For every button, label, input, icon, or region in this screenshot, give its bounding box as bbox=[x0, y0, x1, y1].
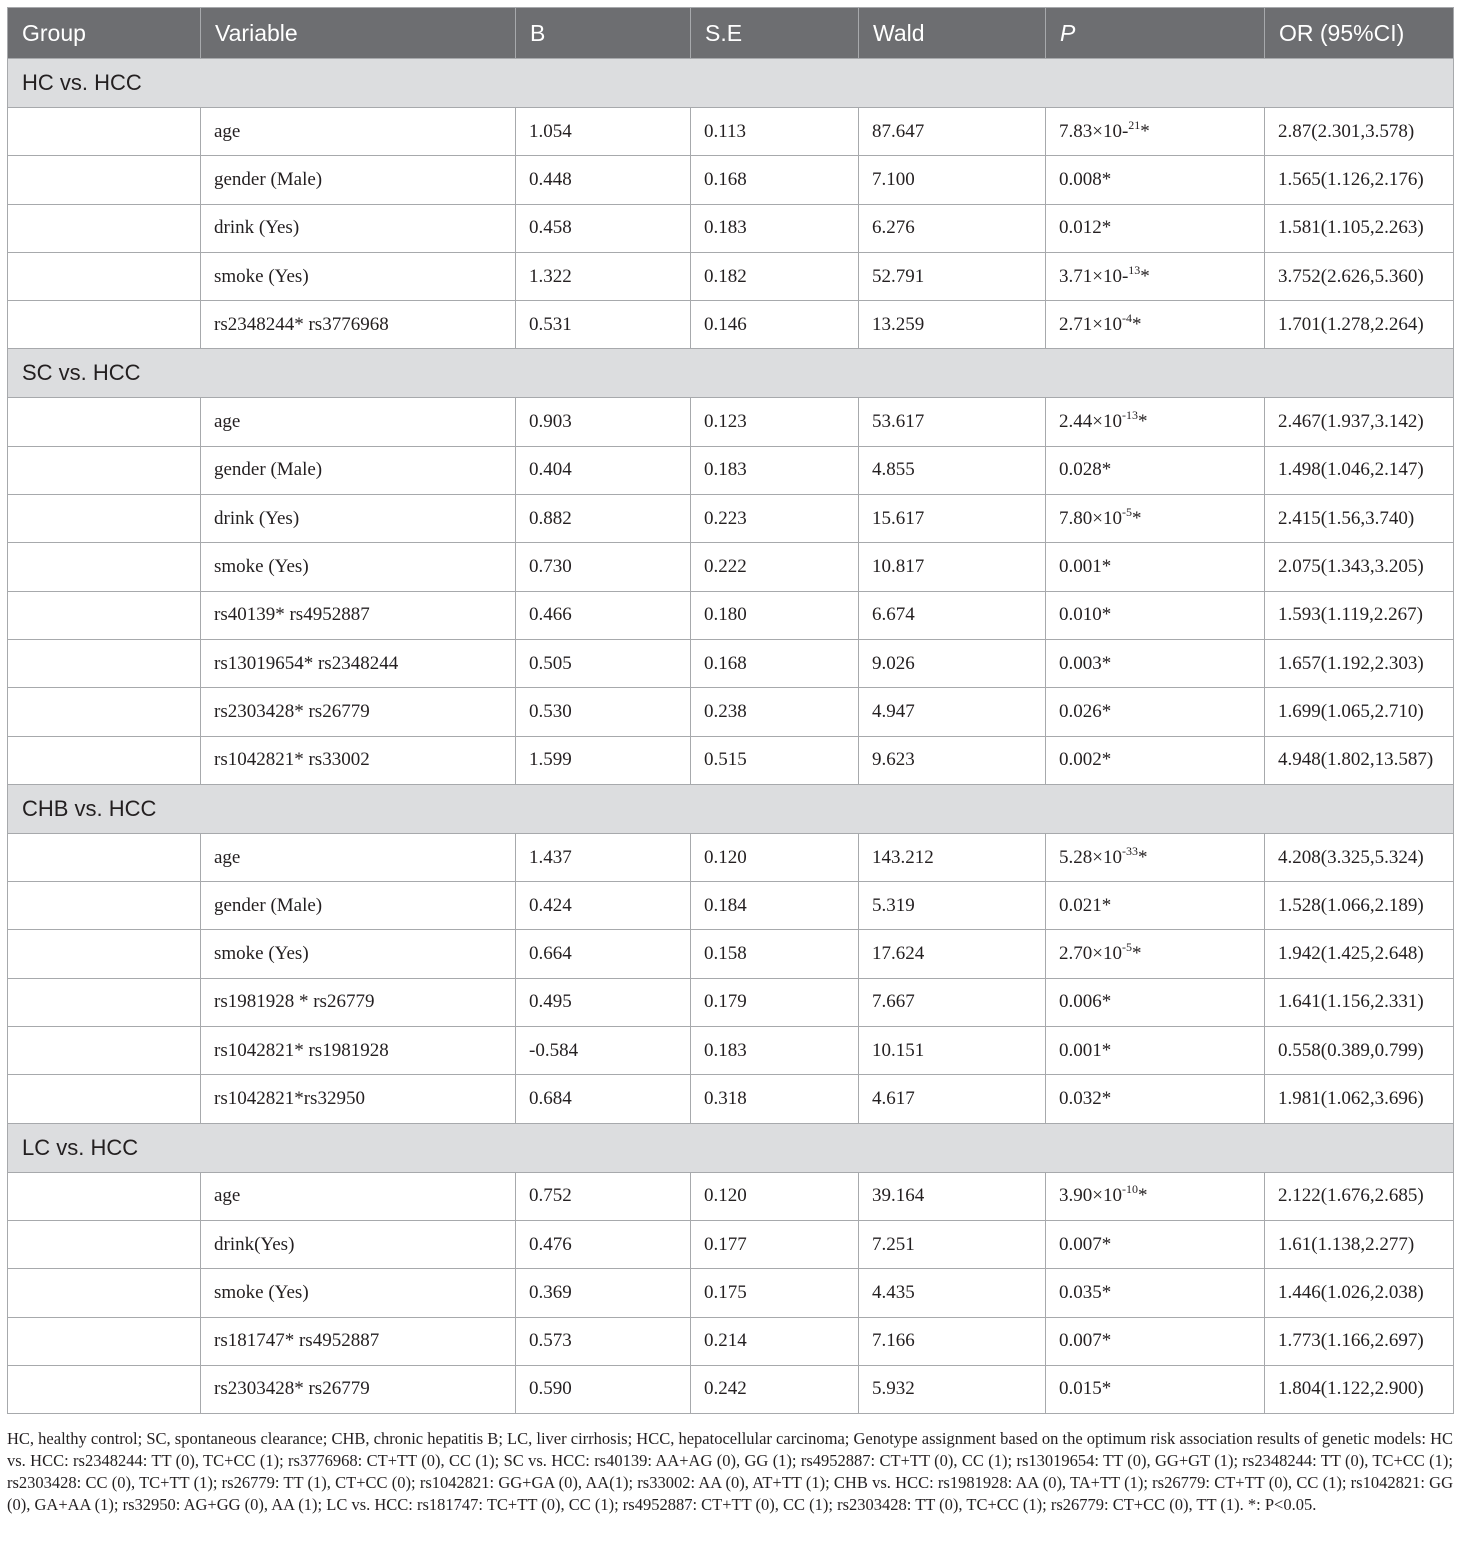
cell-variable: rs1042821*rs32950 bbox=[201, 1075, 516, 1123]
cell-wald: 53.617 bbox=[859, 398, 1046, 446]
p-value-base: 0.035* bbox=[1059, 1281, 1112, 1303]
p-value-significance-mark: * bbox=[1140, 120, 1150, 142]
cell-b: 0.684 bbox=[516, 1075, 691, 1123]
cell-wald: 4.617 bbox=[859, 1075, 1046, 1123]
cell-se: 0.123 bbox=[691, 398, 859, 446]
cell-variable: rs1981928 * rs26779 bbox=[201, 978, 516, 1026]
table-row bbox=[8, 1220, 1454, 1268]
cell-group-empty bbox=[8, 978, 201, 1026]
table-row bbox=[8, 1027, 1454, 1075]
cell-or: 2.075(1.343,3.205) bbox=[1265, 543, 1454, 591]
cell-or: 2.87(2.301,3.578) bbox=[1265, 108, 1454, 156]
cell-b: 1.599 bbox=[516, 736, 691, 784]
table-row bbox=[8, 1317, 1454, 1365]
cell-group-empty bbox=[8, 204, 201, 252]
cell-variable: drink (Yes) bbox=[201, 204, 516, 252]
table-row bbox=[8, 736, 1454, 784]
table-footnote: HC, healthy control; SC, spontaneous clearance; CHB, chronic hepatitis B; LC, liver cirrhosis; HCC, hepatocellular carcinoma; Genotype assignment based on the optimum risk association results of genetic models: HC vs. HCC: rs2348244: TT (0), TC+CC (1); rs3776968: CT+TT (0), CC (1); SC vs. HCC: rs40139: AA+AG (0), GG (1); rs4952887: CT+TT (0), CC (1); rs13019654: TT (0), GG+GT (1); rs2348244: TT (0), TC+CC (1); rs2303428: CC (0), TC+TT (1); rs26779: TT (1), CT+CC (0); rs1042821: GG+GA (0), AA(1); rs33002: AA (0), AT+TT (1); CHB vs. HCC: rs1981928: AA (0), TA+TT (1); rs26779: CT+TT (0), CC (1); rs1042821: GG (0), GA+AA (1); rs32950: AG+GG (0), AA (1); LC vs. HCC: rs181747: TC+TT (0), CC (1); rs4952887: CT+TT (0), CC (1); rs2303428: TT (0), TC+CC (1); rs26779: CT+CC (0), TT (1). *: P<0.05. bbox=[7, 1429, 1453, 1514]
cell-wald: 4.435 bbox=[859, 1269, 1046, 1317]
cell-or: 4.948(1.802,13.587) bbox=[1265, 736, 1454, 784]
cell-or: 3.752(2.626,5.360) bbox=[1265, 252, 1454, 300]
p-value-exponent: -4 bbox=[1121, 310, 1132, 325]
p-value-exponent: -33 bbox=[1121, 843, 1138, 858]
p-value-base: 0.003* bbox=[1059, 652, 1112, 674]
cell-variable: rs2348244* rs3776968 bbox=[201, 301, 516, 349]
p-value-base: 0.015* bbox=[1059, 1378, 1112, 1400]
cell-or: 1.657(1.192,2.303) bbox=[1265, 639, 1454, 687]
p-value-base: 0.028* bbox=[1059, 459, 1112, 481]
cell-p bbox=[1046, 1317, 1265, 1365]
table-row bbox=[8, 301, 1454, 349]
p-value-base: 2.70×10 bbox=[1059, 943, 1122, 965]
cell-wald: 10.817 bbox=[859, 543, 1046, 591]
cell-p bbox=[1046, 1269, 1265, 1317]
table-row bbox=[8, 591, 1454, 639]
cell-group-empty bbox=[8, 1365, 201, 1413]
cell-se: 0.177 bbox=[691, 1220, 859, 1268]
p-value-base: 3.90×10 bbox=[1059, 1185, 1122, 1207]
header-variable: Variable bbox=[201, 8, 516, 59]
p-value-base: 0.032* bbox=[1059, 1087, 1112, 1109]
cell-group-empty bbox=[8, 1027, 201, 1075]
cell-group-empty bbox=[8, 156, 201, 204]
cell-or: 1.942(1.425,2.648) bbox=[1265, 930, 1454, 978]
p-value-significance-mark: * bbox=[1137, 1185, 1148, 1207]
group-label: CHB vs. HCC bbox=[8, 784, 1454, 833]
cell-se: 0.318 bbox=[691, 1075, 859, 1123]
table-row bbox=[8, 639, 1454, 687]
cell-variable: smoke (Yes) bbox=[201, 930, 516, 978]
header-or: OR (95%CI) bbox=[1265, 8, 1454, 59]
group-label: HC vs. HCC bbox=[8, 59, 1454, 108]
p-value-base: 0.008* bbox=[1059, 168, 1112, 190]
cell-p bbox=[1046, 591, 1265, 639]
cell-wald: 5.319 bbox=[859, 882, 1046, 930]
cell-variable: rs181747* rs4952887 bbox=[201, 1317, 516, 1365]
cell-or: 0.558(0.389,0.799) bbox=[1265, 1027, 1454, 1075]
group-label: LC vs. HCC bbox=[8, 1123, 1454, 1172]
cell-variable: rs2303428* rs26779 bbox=[201, 1365, 516, 1413]
cell-b: 1.054 bbox=[516, 108, 691, 156]
group-row bbox=[8, 349, 1454, 398]
cell-group-empty bbox=[8, 736, 201, 784]
cell-se: 0.182 bbox=[691, 252, 859, 300]
cell-b: 0.424 bbox=[516, 882, 691, 930]
cell-p bbox=[1046, 398, 1265, 446]
cell-p bbox=[1046, 882, 1265, 930]
cell-se: 0.515 bbox=[691, 736, 859, 784]
cell-group-empty bbox=[8, 108, 201, 156]
cell-or: 1.699(1.065,2.710) bbox=[1265, 688, 1454, 736]
cell-b: 0.730 bbox=[516, 543, 691, 591]
cell-group-empty bbox=[8, 1172, 201, 1220]
cell-se: 0.238 bbox=[691, 688, 859, 736]
cell-variable: drink(Yes) bbox=[201, 1220, 516, 1268]
cell-variable: gender (Male) bbox=[201, 882, 516, 930]
table-row bbox=[8, 1365, 1454, 1413]
table-row bbox=[8, 688, 1454, 736]
header-wald: Wald bbox=[859, 8, 1046, 59]
cell-wald: 5.932 bbox=[859, 1365, 1046, 1413]
cell-wald: 9.623 bbox=[859, 736, 1046, 784]
cell-se: 0.242 bbox=[691, 1365, 859, 1413]
table-row bbox=[8, 1269, 1454, 1317]
p-value-base: 3.71×10- bbox=[1059, 265, 1129, 287]
cell-b: 0.448 bbox=[516, 156, 691, 204]
cell-group-empty bbox=[8, 591, 201, 639]
cell-wald: 7.166 bbox=[859, 1317, 1046, 1365]
cell-or: 4.208(3.325,5.324) bbox=[1265, 833, 1454, 881]
cell-p bbox=[1046, 446, 1265, 494]
cell-variable: rs13019654* rs2348244 bbox=[201, 639, 516, 687]
cell-wald: 4.855 bbox=[859, 446, 1046, 494]
p-value-exponent: -5 bbox=[1121, 504, 1132, 519]
cell-group-empty bbox=[8, 301, 201, 349]
group-label: SC vs. HCC bbox=[8, 349, 1454, 398]
cell-or: 1.773(1.166,2.697) bbox=[1265, 1317, 1454, 1365]
cell-group-empty bbox=[8, 930, 201, 978]
table-row bbox=[8, 446, 1454, 494]
cell-wald: 7.251 bbox=[859, 1220, 1046, 1268]
cell-or: 1.528(1.066,2.189) bbox=[1265, 882, 1454, 930]
table-row bbox=[8, 204, 1454, 252]
cell-wald: 52.791 bbox=[859, 252, 1046, 300]
cell-p bbox=[1046, 688, 1265, 736]
cell-p bbox=[1046, 639, 1265, 687]
cell-b: 0.903 bbox=[516, 398, 691, 446]
header-b: B bbox=[516, 8, 691, 59]
cell-b: 0.458 bbox=[516, 204, 691, 252]
cell-p bbox=[1046, 204, 1265, 252]
p-value-base: 2.71×10 bbox=[1059, 313, 1122, 335]
cell-b: 0.466 bbox=[516, 591, 691, 639]
cell-se: 0.183 bbox=[691, 446, 859, 494]
cell-group-empty bbox=[8, 1075, 201, 1123]
table-row bbox=[8, 1172, 1454, 1220]
cell-group-empty bbox=[8, 1269, 201, 1317]
cell-variable: rs40139* rs4952887 bbox=[201, 591, 516, 639]
cell-wald: 9.026 bbox=[859, 639, 1046, 687]
table-body bbox=[8, 59, 1454, 1414]
header-group: Group bbox=[8, 8, 201, 59]
table-row bbox=[8, 882, 1454, 930]
cell-variable: drink (Yes) bbox=[201, 495, 516, 543]
cell-or: 1.593(1.119,2.267) bbox=[1265, 591, 1454, 639]
cell-p bbox=[1046, 736, 1265, 784]
p-value-base: 0.007* bbox=[1059, 1330, 1112, 1352]
cell-group-empty bbox=[8, 495, 201, 543]
cell-or: 1.581(1.105,2.263) bbox=[1265, 204, 1454, 252]
p-value-significance-mark: * bbox=[1137, 846, 1148, 868]
table-row bbox=[8, 543, 1454, 591]
cell-se: 0.146 bbox=[691, 301, 859, 349]
cell-group-empty bbox=[8, 446, 201, 494]
p-value-base: 0.006* bbox=[1059, 991, 1112, 1013]
p-value-base: 0.012* bbox=[1059, 217, 1112, 239]
cell-or: 1.981(1.062,3.696) bbox=[1265, 1075, 1454, 1123]
p-value-exponent: 13 bbox=[1128, 262, 1141, 277]
cell-se: 0.120 bbox=[691, 1172, 859, 1220]
cell-wald: 87.647 bbox=[859, 108, 1046, 156]
p-value-base: 7.83×10- bbox=[1059, 120, 1129, 142]
cell-p bbox=[1046, 1075, 1265, 1123]
cell-p bbox=[1046, 1365, 1265, 1413]
group-row bbox=[8, 1123, 1454, 1172]
cell-b: 0.495 bbox=[516, 978, 691, 1026]
cell-group-empty bbox=[8, 1317, 201, 1365]
p-value-significance-mark: * bbox=[1137, 411, 1148, 433]
cell-variable: rs1042821* rs33002 bbox=[201, 736, 516, 784]
cell-group-empty bbox=[8, 688, 201, 736]
cell-b: 0.404 bbox=[516, 446, 691, 494]
cell-wald: 4.947 bbox=[859, 688, 1046, 736]
cell-variable: age bbox=[201, 108, 516, 156]
p-value-significance-mark: * bbox=[1131, 943, 1142, 965]
cell-p bbox=[1046, 978, 1265, 1026]
cell-group-empty bbox=[8, 398, 201, 446]
p-value-base: 0.010* bbox=[1059, 604, 1112, 626]
cell-se: 0.168 bbox=[691, 156, 859, 204]
cell-p bbox=[1046, 930, 1265, 978]
cell-variable: smoke (Yes) bbox=[201, 1269, 516, 1317]
cell-b: 0.530 bbox=[516, 688, 691, 736]
group-row bbox=[8, 784, 1454, 833]
cell-variable: age bbox=[201, 1172, 516, 1220]
p-value-exponent: -10 bbox=[1121, 1182, 1138, 1197]
cell-wald: 7.100 bbox=[859, 156, 1046, 204]
regression-table-container bbox=[7, 7, 1453, 1414]
cell-b: 0.573 bbox=[516, 1317, 691, 1365]
cell-b: 0.476 bbox=[516, 1220, 691, 1268]
cell-group-empty bbox=[8, 639, 201, 687]
cell-se: 0.179 bbox=[691, 978, 859, 1026]
cell-p bbox=[1046, 543, 1265, 591]
cell-variable: age bbox=[201, 398, 516, 446]
cell-p bbox=[1046, 833, 1265, 881]
cell-or: 1.565(1.126,2.176) bbox=[1265, 156, 1454, 204]
cell-wald: 13.259 bbox=[859, 301, 1046, 349]
cell-p bbox=[1046, 1027, 1265, 1075]
cell-group-empty bbox=[8, 833, 201, 881]
cell-wald: 6.276 bbox=[859, 204, 1046, 252]
cell-wald: 143.212 bbox=[859, 833, 1046, 881]
cell-or: 1.446(1.026,2.038) bbox=[1265, 1269, 1454, 1317]
table-row bbox=[8, 108, 1454, 156]
cell-or: 1.498(1.046,2.147) bbox=[1265, 446, 1454, 494]
cell-b: 0.752 bbox=[516, 1172, 691, 1220]
cell-group-empty bbox=[8, 252, 201, 300]
cell-variable: rs1042821* rs1981928 bbox=[201, 1027, 516, 1075]
header-p: P bbox=[1046, 8, 1265, 59]
table-header bbox=[8, 8, 1454, 59]
cell-se: 0.120 bbox=[691, 833, 859, 881]
cell-b: 0.882 bbox=[516, 495, 691, 543]
cell-wald: 17.624 bbox=[859, 930, 1046, 978]
cell-variable: gender (Male) bbox=[201, 156, 516, 204]
cell-variable: gender (Male) bbox=[201, 446, 516, 494]
cell-variable: smoke (Yes) bbox=[201, 543, 516, 591]
cell-se: 0.168 bbox=[691, 639, 859, 687]
cell-or: 2.415(1.56,3.740) bbox=[1265, 495, 1454, 543]
table-row bbox=[8, 833, 1454, 881]
p-value-base: 0.001* bbox=[1059, 556, 1112, 578]
table-row bbox=[8, 156, 1454, 204]
cell-or: 1.61(1.138,2.277) bbox=[1265, 1220, 1454, 1268]
p-value-exponent: -5 bbox=[1121, 940, 1132, 955]
table-row bbox=[8, 930, 1454, 978]
p-value-exponent: 21 bbox=[1128, 117, 1141, 132]
cell-p bbox=[1046, 252, 1265, 300]
cell-or: 2.467(1.937,3.142) bbox=[1265, 398, 1454, 446]
regression-table bbox=[7, 7, 1454, 1414]
cell-se: 0.180 bbox=[691, 591, 859, 639]
cell-b: 0.505 bbox=[516, 639, 691, 687]
cell-se: 0.183 bbox=[691, 204, 859, 252]
cell-p bbox=[1046, 1220, 1265, 1268]
cell-or: 1.804(1.122,2.900) bbox=[1265, 1365, 1454, 1413]
cell-se: 0.113 bbox=[691, 108, 859, 156]
cell-p bbox=[1046, 1172, 1265, 1220]
p-value-base: 7.80×10 bbox=[1059, 507, 1122, 529]
header-se: S.E bbox=[691, 8, 859, 59]
cell-b: -0.584 bbox=[516, 1027, 691, 1075]
cell-p bbox=[1046, 495, 1265, 543]
p-value-base: 5.28×10 bbox=[1059, 846, 1122, 868]
cell-wald: 15.617 bbox=[859, 495, 1046, 543]
table-row bbox=[8, 252, 1454, 300]
p-value-base: 0.001* bbox=[1059, 1039, 1112, 1061]
p-value-exponent: -13 bbox=[1121, 408, 1138, 423]
header-row bbox=[8, 8, 1454, 59]
p-value-base: 0.007* bbox=[1059, 1233, 1112, 1255]
cell-p bbox=[1046, 108, 1265, 156]
cell-se: 0.223 bbox=[691, 495, 859, 543]
group-row bbox=[8, 59, 1454, 108]
p-value-significance-mark: * bbox=[1131, 507, 1142, 529]
cell-wald: 10.151 bbox=[859, 1027, 1046, 1075]
cell-b: 0.369 bbox=[516, 1269, 691, 1317]
cell-variable: rs2303428* rs26779 bbox=[201, 688, 516, 736]
cell-se: 0.183 bbox=[691, 1027, 859, 1075]
cell-or: 1.641(1.156,2.331) bbox=[1265, 978, 1454, 1026]
table-row bbox=[8, 978, 1454, 1026]
table-row bbox=[8, 495, 1454, 543]
cell-se: 0.175 bbox=[691, 1269, 859, 1317]
cell-b: 0.590 bbox=[516, 1365, 691, 1413]
p-value-significance-mark: * bbox=[1131, 313, 1142, 335]
cell-group-empty bbox=[8, 543, 201, 591]
cell-b: 0.664 bbox=[516, 930, 691, 978]
p-value-base: 0.021* bbox=[1059, 894, 1112, 916]
cell-variable: smoke (Yes) bbox=[201, 252, 516, 300]
cell-b: 1.437 bbox=[516, 833, 691, 881]
cell-variable: age bbox=[201, 833, 516, 881]
cell-or: 2.122(1.676,2.685) bbox=[1265, 1172, 1454, 1220]
cell-se: 0.214 bbox=[691, 1317, 859, 1365]
cell-b: 1.322 bbox=[516, 252, 691, 300]
cell-wald: 6.674 bbox=[859, 591, 1046, 639]
p-value-significance-mark: * bbox=[1140, 265, 1150, 287]
cell-se: 0.158 bbox=[691, 930, 859, 978]
cell-or: 1.701(1.278,2.264) bbox=[1265, 301, 1454, 349]
cell-se: 0.222 bbox=[691, 543, 859, 591]
cell-se: 0.184 bbox=[691, 882, 859, 930]
cell-p bbox=[1046, 156, 1265, 204]
table-row bbox=[8, 398, 1454, 446]
p-value-base: 0.002* bbox=[1059, 749, 1112, 771]
cell-group-empty bbox=[8, 882, 201, 930]
cell-p bbox=[1046, 301, 1265, 349]
table-row bbox=[8, 1075, 1454, 1123]
cell-wald: 39.164 bbox=[859, 1172, 1046, 1220]
cell-b: 0.531 bbox=[516, 301, 691, 349]
cell-wald: 7.667 bbox=[859, 978, 1046, 1026]
cell-group-empty bbox=[8, 1220, 201, 1268]
p-value-base: 2.44×10 bbox=[1059, 411, 1122, 433]
p-value-base: 0.026* bbox=[1059, 700, 1112, 722]
